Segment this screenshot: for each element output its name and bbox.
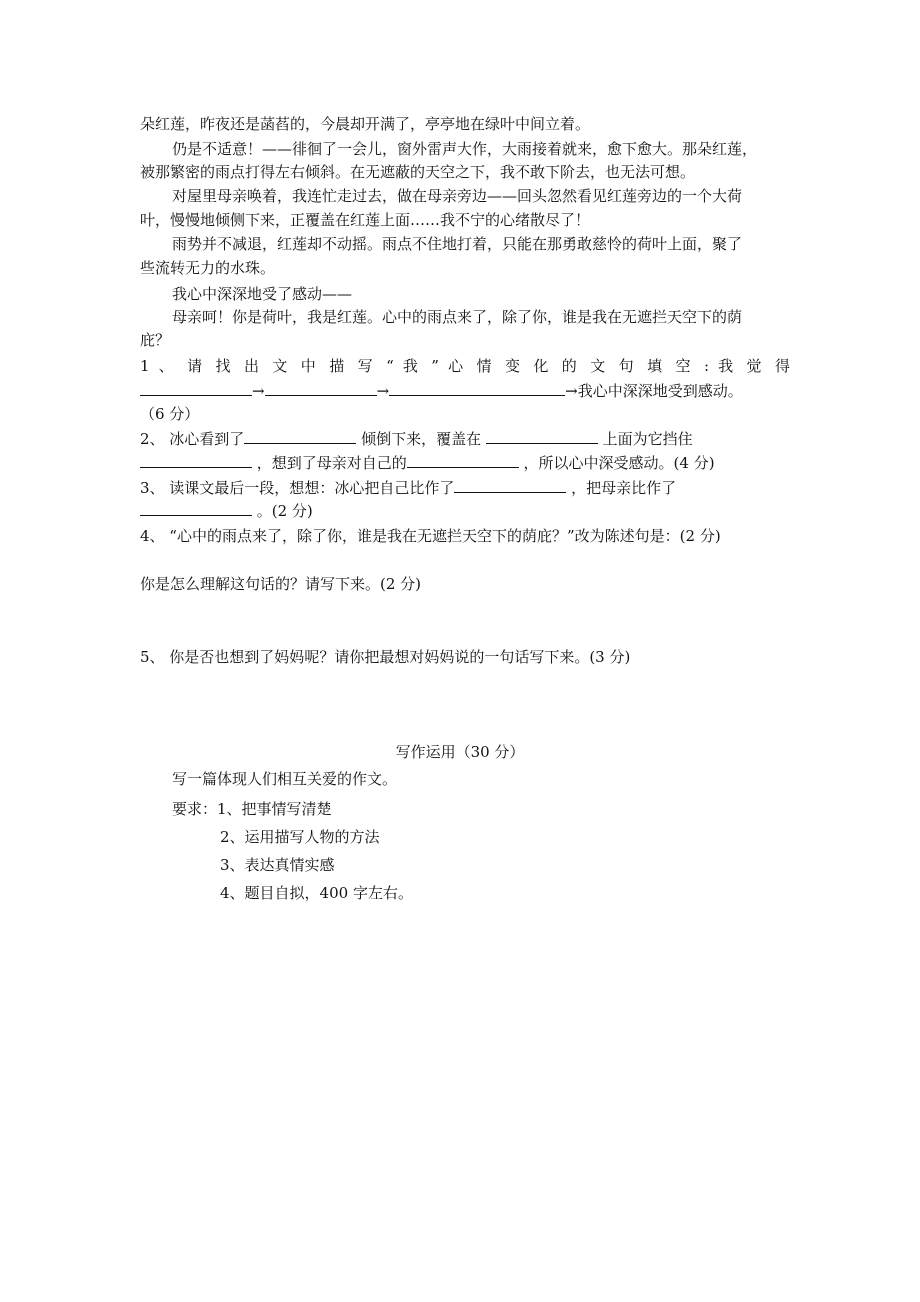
question-2-text: 上面为它挡住 [597, 430, 693, 448]
question-1-score: （6 分） [140, 405, 200, 423]
question-1-blanks [140, 381, 743, 401]
question-2-text: ，想到了母亲对自己的 [252, 454, 407, 472]
question-4-text: 4、 “心中的雨点来了，除了你，谁是我在无遮拦天空下的荫庇？”改为陈述句是：(2 分) [140, 527, 721, 545]
answer-blank[interactable] [389, 381, 565, 396]
writing-requirement: 3、表达真情实感 [220, 856, 335, 874]
writing-requirement: 要求：1、把事情写清楚 [172, 800, 332, 818]
writing-section-title: 写作运用（30 分） [395, 743, 525, 761]
arrow: → [252, 382, 265, 400]
answer-blank[interactable] [265, 381, 377, 396]
writing-prompt: 写一篇体现人们相互关爱的作文。 [172, 770, 398, 788]
arrow: → [376, 382, 390, 400]
writing-requirement: 2、运用描写人物的方法 [220, 828, 380, 846]
passage-line: 雨势并不减退，红莲却不动摇。雨点不住地打着，只能在那勇敢慈怜的荷叶上面，聚了 [172, 235, 743, 253]
answer-blank[interactable] [244, 429, 356, 444]
question-2-text: 2、 冰心看到了 [140, 430, 245, 448]
question-3-text: 3、 读课文最后一段，想想：冰心把自己比作了 [140, 479, 455, 497]
question-3-line2 [140, 501, 313, 521]
passage-line: 我心中深深地受了感动—— [172, 285, 353, 303]
passage-line: 被那繁密的雨点打得左右倾斜。在无遮蔽的天空之下，我不敢下阶去，也无法可想。 [140, 163, 696, 181]
answer-blank[interactable] [140, 381, 252, 396]
question-1-text: 1 、 请 找 出 文 中 描 写 “ 我 ” 心 情 变 化 的 文 句 填 空 : 我 觉 得 [140, 357, 790, 375]
passage-line: 庇？ [140, 331, 171, 349]
passage-line: 对屋里母亲唤着，我连忙走过去，做在母亲旁边——回头忽然看见红莲旁边的一个大荷 [172, 187, 743, 205]
passage-line: 母亲呵！你是荷叶，我是红莲。心中的雨点来了，除了你，谁是我在无遮拦天空下的荫 [172, 308, 743, 326]
answer-blank[interactable] [454, 478, 566, 493]
question-3-text: ，把母亲比作了 [566, 479, 677, 497]
question-1-ending: →我心中深深地受到感动。 [565, 382, 743, 400]
question-5-text: 5、 你是否也想到了妈妈呢？请你把最想对妈妈说的一句话写下来。(3 分) [140, 648, 631, 666]
answer-blank[interactable] [486, 429, 598, 444]
answer-blank[interactable] [407, 453, 519, 468]
question-2-line2 [140, 453, 715, 473]
question-3-text: 。(2 分) [252, 502, 313, 520]
answer-blank[interactable] [140, 453, 252, 468]
passage-line: 叶，慢慢地倾侧下来，正覆盖在红莲上面……我不宁的心绪散尽了！ [140, 211, 591, 229]
question-2-text: 倾倒下来，覆盖在 [356, 430, 486, 448]
question-3-line1 [140, 478, 676, 498]
writing-requirement: 4、题目自拟，400 字左右。 [220, 884, 413, 902]
question-2-line1 [140, 429, 693, 449]
answer-blank[interactable] [140, 501, 252, 516]
question-2-text: ，所以心中深受感动。(4 分) [518, 454, 715, 472]
passage-line: 仍是不适意！——徘徊了一会儿，窗外雷声大作，大雨接着就来，愈下愈大。那朵红莲， [172, 140, 758, 158]
passage-line: 朵红莲，昨夜还是菡萏的，今晨却开满了，亭亭地在绿叶中间立着。 [140, 115, 591, 133]
passage-line: 些流转无力的水珠。 [140, 259, 276, 277]
question-4-followup: 你是怎么理解这句话的？请写下来。(2 分) [140, 575, 422, 593]
